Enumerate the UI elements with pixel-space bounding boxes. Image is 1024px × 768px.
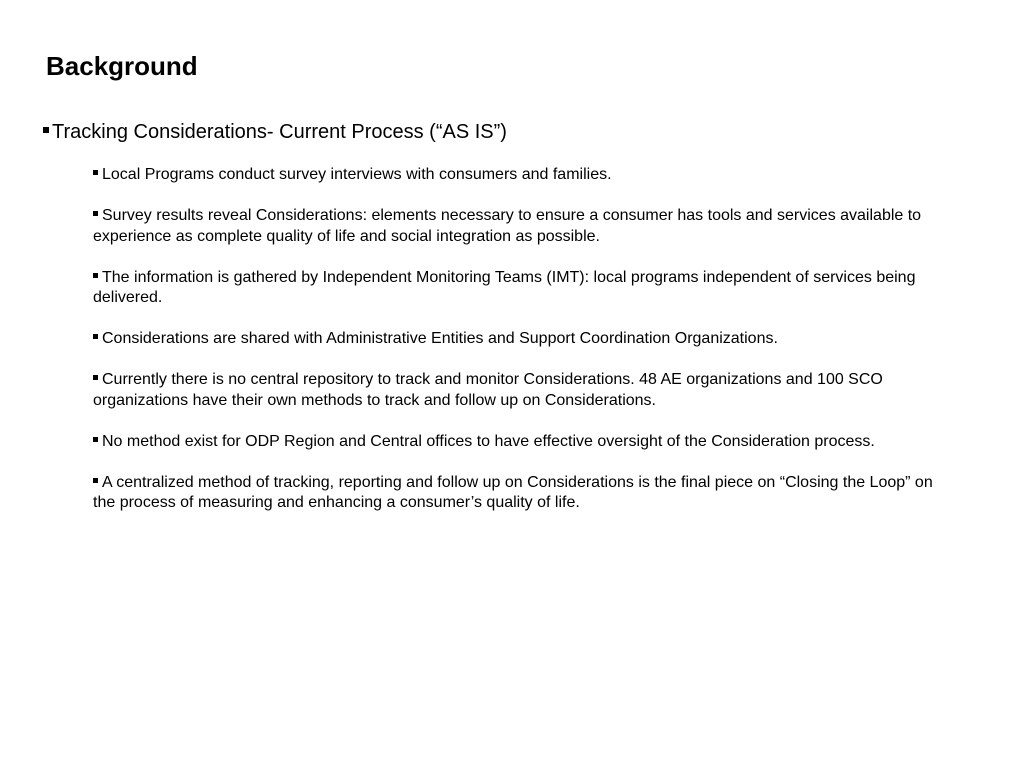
list-item — [93, 329, 943, 350]
square-bullet-icon — [93, 273, 98, 278]
list-item — [93, 165, 943, 186]
list-item — [93, 432, 943, 453]
list-item — [93, 473, 943, 514]
list-item-text: A centralized method of tracking, reporting and follow up on Considerations is the final piece on “Closing the Loop” on the process of measuring and enhancing a consumer’s quality of life. — [93, 473, 933, 511]
slide-title: Background — [46, 51, 198, 81]
list-item-text: Currently there is no central repository to track and monitor Considerations. 48 AE organizations and 100 SCO organizations have their own methods to track and follow up on Considerations. — [93, 371, 883, 409]
square-bullet-icon — [43, 127, 49, 133]
list-item — [93, 268, 943, 309]
square-bullet-icon — [93, 211, 98, 216]
list-item-text: Considerations are shared with Administrative Entities and Support Coordination Organizations. — [102, 330, 778, 347]
square-bullet-icon — [93, 375, 98, 380]
square-bullet-icon — [93, 170, 98, 175]
list-item-text: Survey results reveal Considerations: elements necessary to ensure a consumer has tools and services available to experience as complete quality of life and social integration as possible. — [93, 207, 922, 245]
list-item-text: No method exist for ODP Region and Central offices to have effective oversight of the Consideration process. — [102, 432, 875, 450]
list-item — [93, 206, 943, 247]
list-item — [93, 370, 943, 411]
section-heading-text: Tracking Considerations- Current Process (“AS IS”) — [52, 121, 507, 143]
square-bullet-icon — [93, 334, 98, 339]
square-bullet-icon — [93, 478, 98, 483]
square-bullet-icon — [93, 437, 98, 442]
list-item-text: The information is gathered by Independent Monitoring Teams (IMT): local programs independent of services being delivered. — [93, 268, 916, 306]
bullet-list — [93, 165, 943, 534]
list-item-text: Local Programs conduct survey interviews with consumers and families. — [102, 166, 612, 183]
section-heading — [43, 117, 507, 147]
